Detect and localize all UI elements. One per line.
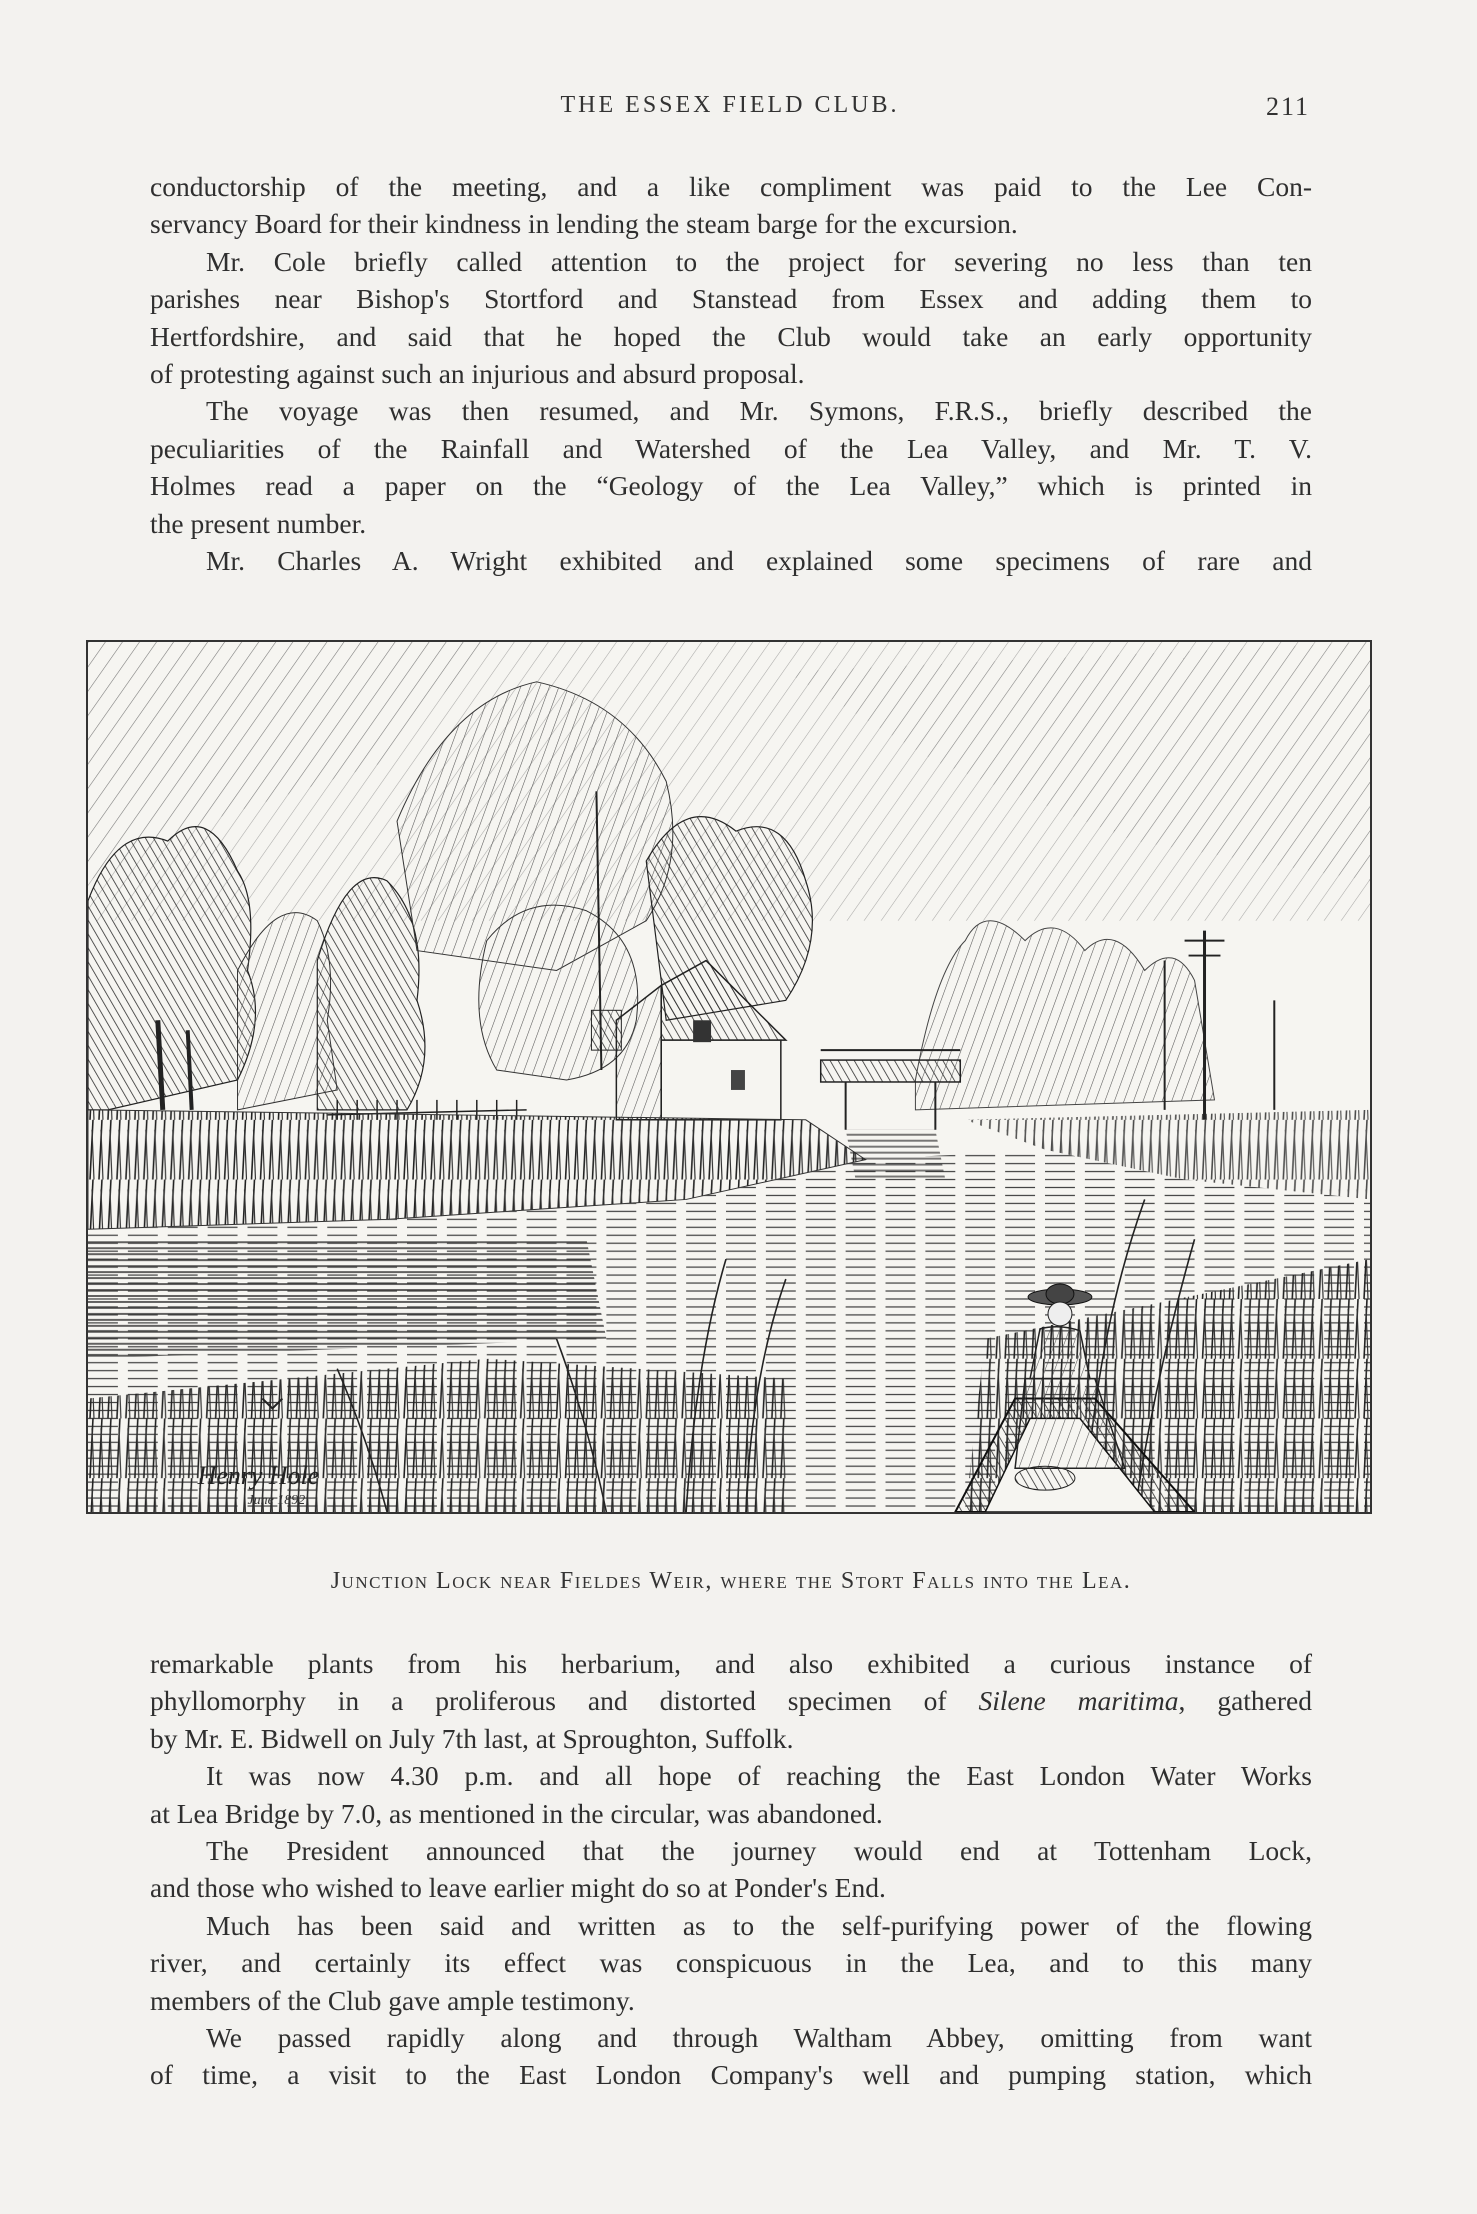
text-line: We passed rapidly along and through Waltham Abbey, omitting from want [206, 2022, 1312, 2054]
text-line: The voyage was then resumed, and Mr. Symons, F.R.S., briefly described the [206, 395, 1312, 427]
artist-signature: Henry Hole [197, 1461, 320, 1491]
text-line: Mr. Cole briefly called attention to the project for severing no less than ten [206, 245, 1312, 277]
figure-caption [150, 1568, 1312, 1595]
text-line: Mr. Charles A. Wright exhibited and explained some specimens of rare and [206, 545, 1312, 577]
bottom-paragraphs [150, 1645, 1312, 2094]
species-name: Silene maritima [978, 1685, 1179, 1717]
landscape-engraving [88, 642, 1370, 1512]
engraving-illustration [86, 640, 1372, 1514]
text-line: river, and certainly its effect was conspicuous in the Lea, and to this many [150, 1947, 1312, 1979]
text-line: The President announced that the journey would end at Tottenham Lock, [206, 1835, 1312, 1867]
text-segment: , gathered [1178, 1685, 1312, 1717]
running-title: THE ESSEX FIELD CLUB. [560, 92, 900, 118]
text-line: Much has been said and written as to the self-purifying power of the flowing [206, 1909, 1312, 1941]
text-line: servancy Board for their kindness in lending the steam barge for the excursion. [150, 208, 1018, 240]
artist-signature-date: June 1892 [247, 1493, 306, 1509]
text-segment: phyllomorphy in a proliferous and distorted specimen of [150, 1685, 979, 1717]
text-line: parishes near Bishop's Stortford and Stanstead from Essex and adding them to [150, 283, 1312, 315]
text-line: and those who wished to leave earlier might do so at Ponder's End. [150, 1872, 886, 1904]
page-number: 211 [1265, 92, 1310, 121]
text-line: remarkable plants from his herbarium, and also exhibited a curious instance of [150, 1648, 1312, 1679]
text-line: peculiarities of the Rainfall and Watershed of the Lea Valley, and Mr. T. V. [150, 432, 1312, 464]
text-line [150, 1682, 1312, 1719]
text-line: conductorship of the meeting, and a like compliment was paid to the Lee Con- [150, 171, 1312, 202]
text-line: of protesting against such an injurious and absurd proposal. [150, 358, 805, 390]
text-line: by Mr. E. Bidwell on July 7th last, at Sproughton, Suffolk. [150, 1722, 794, 1754]
text-line: the present number. [150, 507, 367, 539]
text-line: of time, a visit to the East London Company's well and pumping station, which [150, 2059, 1312, 2091]
text-line: Holmes read a paper on the “Geology of the Lea Valley,” which is printed in [150, 470, 1312, 502]
text-line: at Lea Bridge by 7.0, as mentioned in the circular, was abandoned. [150, 1797, 883, 1829]
text-line: Hertfordshire, and said that he hoped the Club would take an early opportunity [150, 320, 1312, 352]
running-head [150, 92, 1310, 132]
caption-text: Junction Lock near Fieldes Weir, where the Stort Falls into the Lea. [330, 1568, 1132, 1594]
text-line: It was now 4.30 p.m. and all hope of reaching the East London Water Works [206, 1760, 1312, 1792]
text-line: members of the Club gave ample testimony. [150, 1984, 635, 2016]
top-paragraphs [150, 168, 1312, 579]
